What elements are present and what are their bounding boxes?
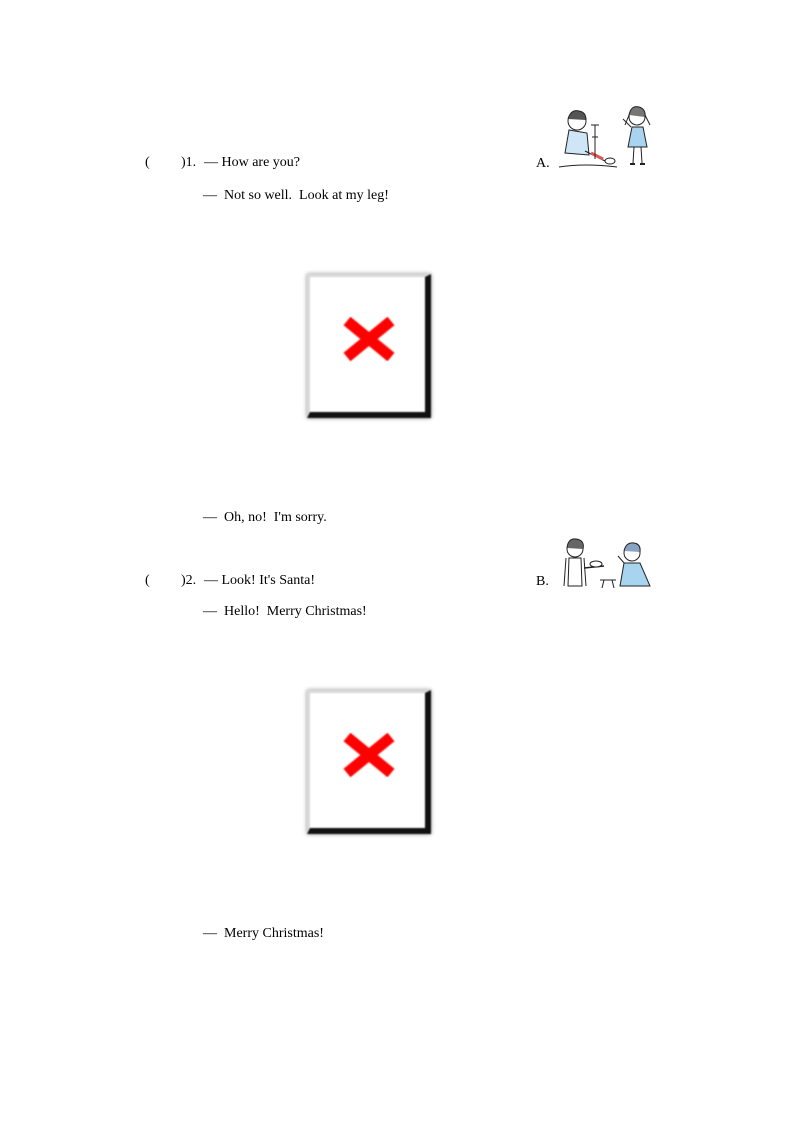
q1-line1: — How are you? <box>204 155 301 170</box>
option-a-label: A. <box>536 156 550 171</box>
q2-line3: — Merry Christmas! <box>203 926 324 941</box>
option-b-label: B. <box>536 574 549 589</box>
q1-bracket-open: ( <box>145 155 150 170</box>
broken-image-1 <box>307 274 431 418</box>
q2-line2: — Hello! Merry Christmas! <box>203 604 367 619</box>
q1-line3: — Oh, no! I'm sorry. <box>203 510 327 525</box>
broken-image-2 <box>307 690 431 834</box>
broken-image-icon <box>341 733 397 777</box>
q2-number: )2. <box>181 573 197 588</box>
q1-number: )1. <box>181 155 197 170</box>
option-b-illustration <box>558 536 658 595</box>
option-a-illustration <box>555 103 657 176</box>
q2-bracket-open: ( <box>145 573 150 588</box>
broken-image-icon <box>341 317 397 361</box>
q1-line2: — Not so well. Look at my leg! <box>203 188 389 203</box>
q2-line1: — Look! It's Santa! <box>204 573 316 588</box>
